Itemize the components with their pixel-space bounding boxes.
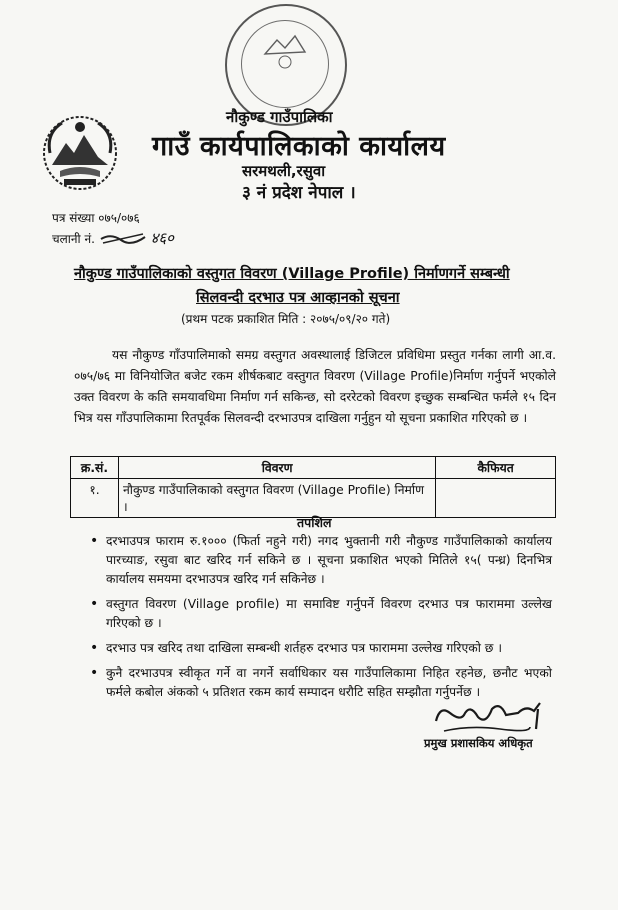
table-header-sn: क्र.सं. bbox=[71, 457, 119, 479]
tapasil-list bbox=[90, 532, 552, 708]
table-row bbox=[71, 479, 556, 518]
table-header-desc: विवरण bbox=[118, 457, 435, 479]
table-cell-remark bbox=[436, 479, 556, 518]
list-item: • वस्तुगत विवरण (Village profile) मा समाविष्ट गर्नुपर्ने विवरण दरभाउ पत्र फाराममा उल्लेख गरिएको छ । bbox=[90, 595, 552, 633]
office-title: गाउँ कार्यपालिकाको कार्यालय bbox=[152, 131, 446, 162]
seal-emblem-icon bbox=[225, 4, 343, 122]
table-cell-sn: १. bbox=[71, 479, 119, 518]
notice-table bbox=[70, 456, 556, 518]
patra-sankhya bbox=[52, 209, 140, 226]
office-name-small: नौकुण्ड गाउँपालिका bbox=[226, 108, 333, 126]
patra-value: ०७५/०७६ bbox=[98, 211, 140, 225]
table-cell-desc: नौकुण्ड गाउँपालिकाको वस्तुगत विवरण (Village Profile) निर्माण । bbox=[118, 479, 435, 518]
patra-label: पत्र संख्या bbox=[52, 211, 95, 225]
nepal-emblem-icon bbox=[40, 113, 120, 193]
office-location: सरमथली,रसुवा bbox=[242, 162, 326, 180]
tapasil-heading: तपशिल bbox=[297, 515, 332, 530]
table-header-row bbox=[71, 457, 556, 479]
published-date: (प्रथम पटक प्रकाशित मिति : २०७५/०९/२० गते) bbox=[181, 312, 391, 326]
list-item: • दरभाउपत्र फाराम रु.१००० (फिर्ता नहुने गरी) नगद भुक्तानी गरी नौकुण्ड गाउँपालिकाको कार्यालय पारच्याङ, रसुवा बाट खरिद गर्न सकिने छ । सूचना प्रकाशित भएको मितिले १५( पन्ध्र) दिनभित्र कार्यालय समयमा दरभाउपत्र खरिद गर्न सकिनेछ । bbox=[90, 532, 552, 589]
list-item: • कुनै दरभाउपत्र स्वीकृत गर्ने वा नगर्ने सर्वाधिकार यस गाउँपालिकामा निहित रहनेछ, छनौट भएको फर्मले कबोल अंकको ५ प्रतिशत रकम कार्य सम्पादन धरौटि सहित सम्झौता गर्नुपर्नेछ । bbox=[90, 664, 552, 702]
chalani-value: ४६० bbox=[150, 229, 174, 247]
chalani-label: चलानी नं. bbox=[52, 232, 95, 246]
chalani-strikeout bbox=[99, 231, 147, 243]
notice-body: यस नौकुण्ड गाँउपालिमाको समग्र वस्तुगत अवस्थालाई डिजिटल प्रविधिमा प्रस्तुत गर्नका लागी आ.व. ०७५/७६ मा विनियोजित बजेट रकम शीर्षकबाट वस्तुगत विवरण (Village Profile)निर्माण गर्नुपर्ने भएकोले उक्त विवरण के कति समयावधिमा निर्माण गर्न सकिन्छ, सो दररेटको विवरण इच्छुक सम्बन्धित फर्मले १५ दिन भित्र यस गाँउपालिकामा रितपूर्वक सिलवन्दी दरभाउपत्र दाखिला गर्नुहुन यो सूचना प्रकाशित गरिएको छ । bbox=[74, 348, 556, 425]
table-header-remark: कैफियत bbox=[436, 457, 556, 479]
notice-title-line2: सिलवन्दी दरभाउ पत्र आव्हानको सूचना bbox=[196, 290, 400, 306]
province-line: ३ नं प्रदेश नेपाल । bbox=[242, 183, 356, 203]
chalani-number bbox=[52, 228, 174, 248]
notice-title-line1: नौकुण्ड गाउँपालिकाको वस्तुगत विवरण (Village Profile) निर्माणगर्ने सम्बन्धी bbox=[74, 266, 510, 282]
list-item: • दरभाउ पत्र खरिद तथा दाखिला सम्बन्धी शर्तहरु दरभाउ पत्र फाराममा उल्लेख गरिएको छ । bbox=[90, 639, 552, 658]
signatory-designation: प्रमुख प्रशासकिय अधिकृत bbox=[424, 736, 533, 750]
handwritten-signature bbox=[430, 695, 550, 735]
